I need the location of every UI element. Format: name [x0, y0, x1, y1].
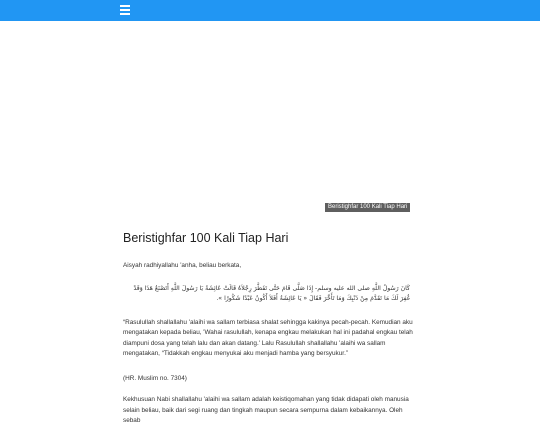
menu-line — [120, 5, 130, 7]
article-intro: Aisyah radhiyallahu 'anha, beliau berkata, — [123, 262, 242, 269]
menu-line — [120, 9, 130, 11]
arabic-hadith-text: كَانَ رَسُولُ اللَّهِ صلى الله عليه وسلم- إِذَا صَلَّى قَامَ حَتَّى تَفَطَّرَ رِجْلاَهُ قَالَتْ عَائِشَةُ يَا رَسُولَ اللَّهِ أَتَصْنَعُ هَذَا وَقَدْ غُفِرَ لَكَ مَا تَقَدَّمَ مِنْ ذَنْبِكَ وَمَا تَأَخَّرَ فَقَالَ « يَا عَائِشَةُ أَفَلاَ أَكُونُ عَبْدًا شَكُورًا ». — [133, 284, 410, 302]
featured-image — [0, 21, 540, 214]
article-body — [123, 230, 418, 427]
hadith-translation: “Rasulullah shallallahu 'alaihi wa sallam terbiasa shalat sehingga kakinya pecah-pecah. Kemudian aku mengatakan kepada beliau, 'Wahai rasulullah, kenapa engkau melakukan hal ini padahal engkau telah diampuni dosa yang telah lalu dan akan datang.' Lalu Rasulullah shallallahu 'alaihi wa sallam mengatakan, “Tidakkah engkau menyukai aku menjadi hamba yang bersyukur.” — [123, 318, 413, 357]
hamburger-menu-icon[interactable] — [120, 5, 132, 15]
article-paragraph: Kekhusuan Nabi shallallahu 'alaihi wa sallam adalah keistiqomahan yang tidak didapati oleh manusia selain beliau, baik dari segi ruang dan tingkah maupun secara sempurna dalam kebaikannya. Oleh sebab — [123, 396, 409, 424]
hadith-source: (HR. Muslim no. 7304) — [123, 374, 187, 382]
top-navigation-bar — [0, 0, 540, 21]
menu-line — [120, 13, 130, 15]
image-caption: Beristighfar 100 Kali Tiap Hari — [325, 203, 410, 212]
article-title: Beristighfar 100 Kali Tiap Hari — [123, 231, 289, 245]
